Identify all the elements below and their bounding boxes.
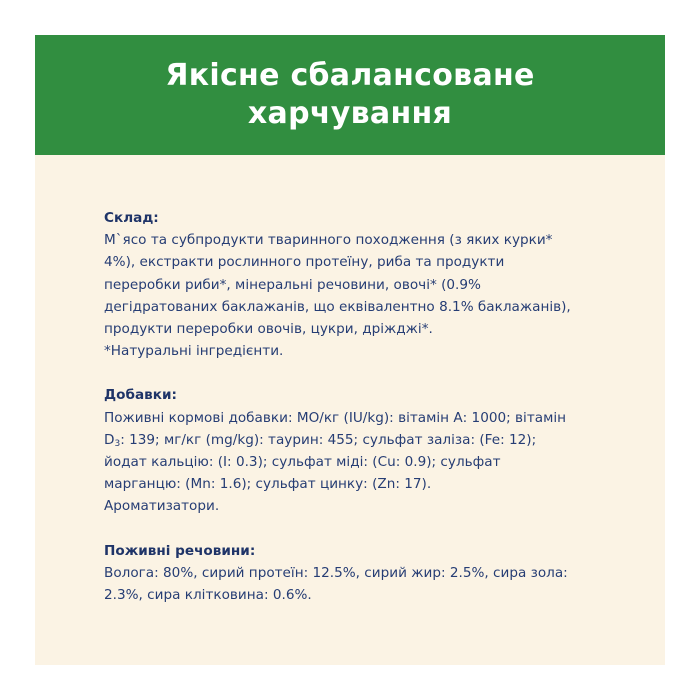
text-line: Ароматизатори. [104, 498, 220, 515]
section-body [104, 562, 624, 606]
text-line: йодат кальцію: (I: 0.3); сульфат міді: (Cu: 0.9); сульфат [104, 454, 501, 471]
banner-title-line-2: харчування [247, 96, 453, 131]
text-line: продукти переробки овочів, цукри, дріжджі*. [104, 321, 433, 338]
text-line: Волога: 80%, сирий протеїн: 12.5%, сирий жир: 2.5%, сира зола: [104, 564, 568, 581]
text-line: марганцю: (Mn: 1.6); сульфат цинку: (Zn: 17). [104, 476, 432, 493]
content-area [104, 207, 624, 628]
section-additives [104, 384, 624, 517]
nutrition-card [35, 35, 665, 665]
vitamin-d-rest: : 139; мг/кг (mg/kg): таурин: 455; сульфат заліза: (Fe: 12); [120, 431, 537, 448]
vitamin-d-letter: D [104, 431, 115, 448]
footnote-natural-ingredients: *Натуральні інгредієнти. [104, 343, 284, 360]
section-composition [104, 207, 624, 362]
section-heading: Склад: [104, 210, 159, 226]
text-line: 2.3%, сира клітковина: 0.6%. [104, 587, 312, 604]
text-line: дегідратованих баклажанів, що еквівалентно 8.1% баклажанів), [104, 298, 571, 315]
text-line-vitamin-d3 [104, 429, 624, 451]
text-line: Поживні кормові добавки: МО/кг (IU/kg): вітамін А: 1000; вітамін [104, 409, 567, 426]
title-banner [35, 35, 665, 155]
banner-title [165, 57, 534, 133]
section-body [104, 229, 624, 362]
section-body [104, 407, 624, 518]
section-heading: Поживні речовини: [104, 542, 256, 559]
section-heading: Добавки: [104, 387, 177, 404]
text-line: М`ясо та субпродукти тваринного походження (з яких курки* [104, 232, 553, 249]
section-nutrients [104, 540, 624, 607]
banner-title-line-1: Якісне сбалансоване [165, 58, 535, 93]
text-line: 4%), екстракти рослинного протеїну, риба та продукти [104, 254, 505, 271]
vitamin-d-subscript: 3 [114, 438, 121, 449]
text-line: переробки риби*, мінеральні речовини, овочі* (0.9% [104, 276, 481, 293]
